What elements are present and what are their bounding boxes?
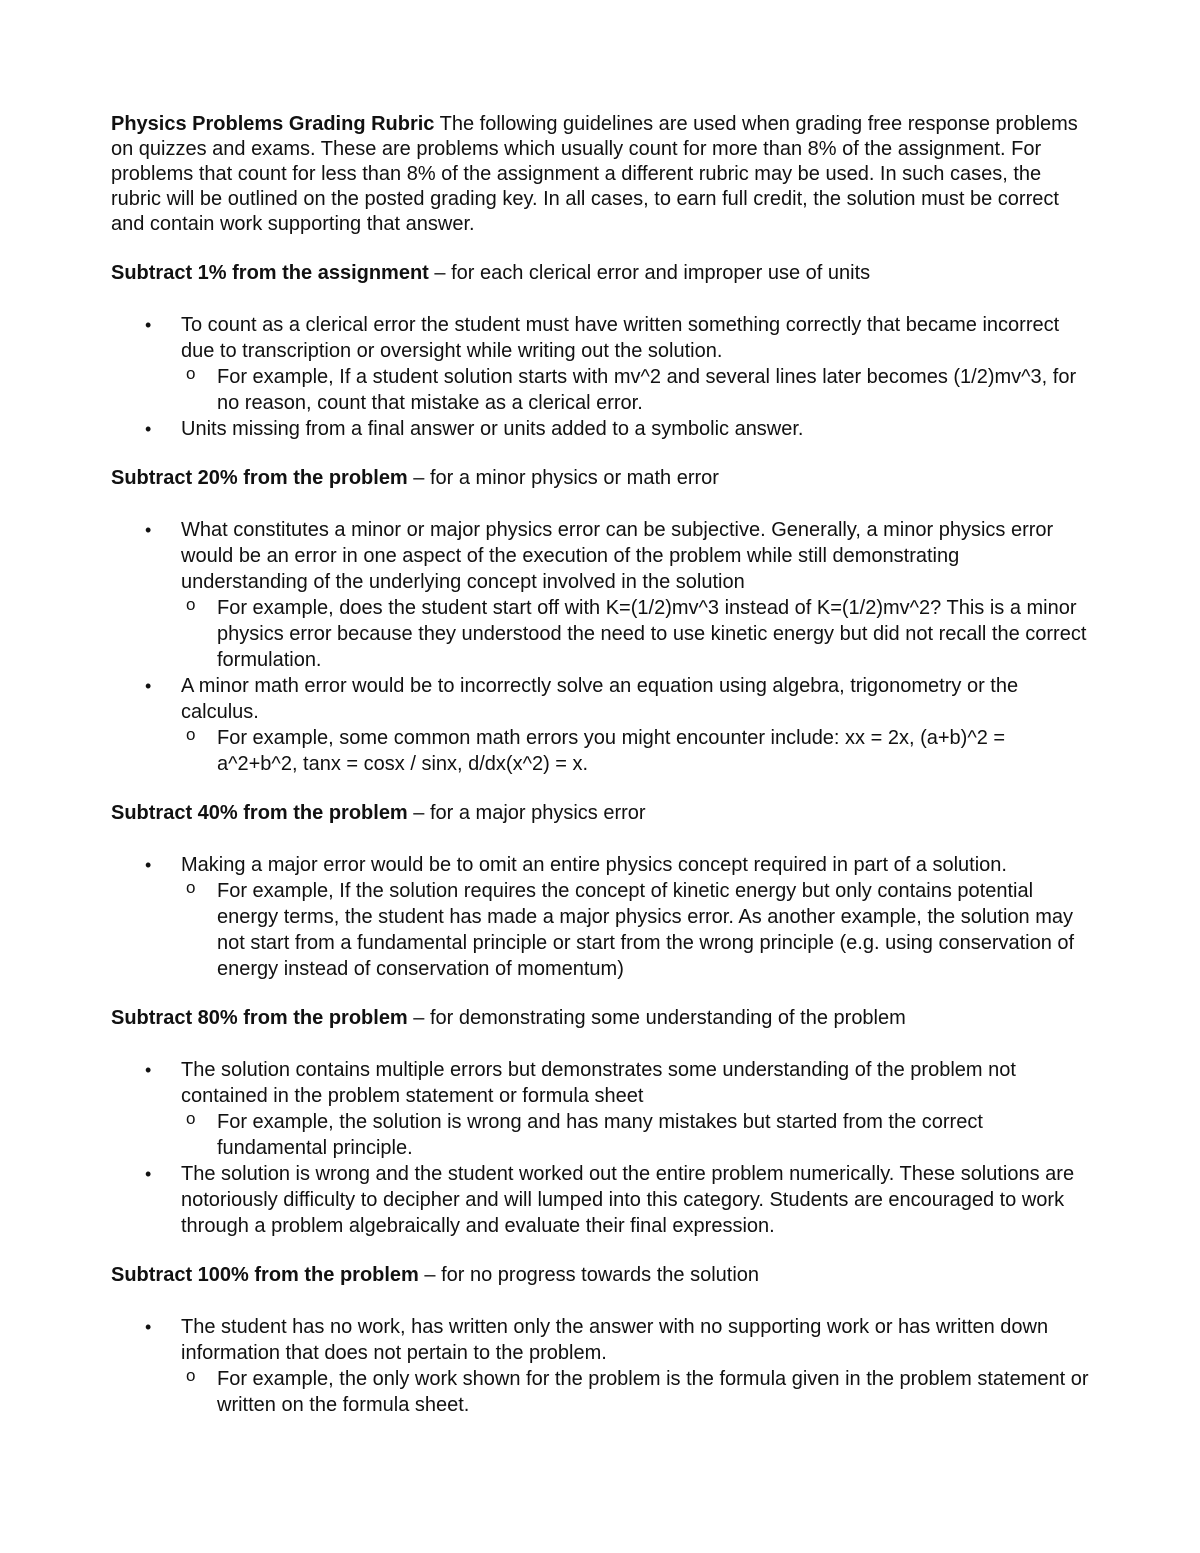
sub-bullet-item [181, 1366, 1091, 1418]
bullet-list [111, 517, 1091, 777]
bullet-text: Units missing from a final answer or units added to a symbolic answer. [181, 418, 804, 440]
bullet-item [111, 517, 1091, 673]
bullet-icon: • [145, 1060, 152, 1080]
document-page [111, 112, 1091, 1442]
bullet-icon: • [145, 1317, 152, 1337]
bullet-icon: • [145, 419, 152, 439]
bullet-text: A minor math error would be to incorrectly solve an equation using algebra, trigonometry or the calculus. [181, 675, 1019, 723]
circle-bullet-icon: o [186, 595, 196, 614]
circle-bullet-icon: o [186, 1366, 196, 1385]
sub-bullet-item [181, 878, 1091, 982]
section-heading [111, 466, 1091, 491]
bullet-item [111, 852, 1091, 982]
intro-paragraph [111, 112, 1091, 237]
section-heading-description: – for no progress towards the solution [418, 1264, 760, 1286]
rubric-section [111, 261, 1091, 442]
bullet-icon: • [145, 520, 152, 540]
sub-bullet-item [181, 1109, 1091, 1161]
bullet-item [111, 312, 1091, 416]
intro-text: The following guidelines are used when grading free response problems on quizzes and exams. These are problems which usually count for more than 8% of the assignment. For problems that count for less than 8% of the assignment a different rubric may be used. In such cases, the rubric will be outlined on the posted grading key. In all cases, to earn full credit, the solution must be correct and contain work supporting that answer. [111, 113, 1078, 235]
circle-bullet-icon: o [186, 725, 196, 744]
bullet-item [111, 416, 1091, 442]
section-heading [111, 1006, 1091, 1031]
bullet-list [111, 1057, 1091, 1239]
section-heading-label: Subtract 20% from the problem [111, 467, 408, 489]
rubric-section [111, 1006, 1091, 1239]
section-heading-label: Subtract 1% from the assignment [111, 262, 429, 284]
section-heading-description: – for a minor physics or math error [407, 467, 719, 489]
section-heading-description: – for each clerical error and improper use of units [428, 262, 871, 284]
circle-bullet-icon: o [186, 878, 196, 897]
sub-bullet-list [181, 725, 1091, 777]
bullet-icon: • [145, 676, 152, 696]
rubric-section [111, 801, 1091, 982]
sub-bullet-text: For example, If a student solution starts with mv^2 and several lines later becomes (1/2)mv^3, for no reason, count that mistake as a clerical error. [217, 366, 1077, 414]
rubric-section [111, 466, 1091, 777]
rubric-sections [111, 261, 1091, 1418]
section-heading-description: – for demonstrating some understanding of the problem [407, 1007, 906, 1029]
section-heading-label: Subtract 100% from the problem [111, 1264, 419, 1286]
sub-bullet-item [181, 595, 1091, 673]
section-heading [111, 801, 1091, 826]
sub-bullet-item [181, 364, 1091, 416]
sub-bullet-list [181, 1366, 1091, 1418]
bullet-icon: • [145, 855, 152, 875]
bullet-item [111, 1314, 1091, 1418]
sub-bullet-item [181, 725, 1091, 777]
sub-bullet-list [181, 595, 1091, 673]
bullet-icon: • [145, 315, 152, 335]
bullet-text: To count as a clerical error the student must have written something correctly that became incorrect due to transcription or oversight while writing out the solution. [181, 314, 1060, 362]
bullet-list [111, 1314, 1091, 1418]
bullet-text: The student has no work, has written only the answer with no supporting work or has written down information that does not pertain to the problem. [181, 1316, 1049, 1364]
sub-bullet-text: For example, some common math errors you might encounter include: xx = 2x, (a+b)^2 = a^2+b^2, tanx = cosx / sinx, d/dx(x^2) = x. [217, 727, 1006, 775]
bullet-list [111, 312, 1091, 442]
bullet-text: What constitutes a minor or major physics error can be subjective. Generally, a minor physics error would be an error in one aspect of the execution of the problem while still demonstrating understanding of the underlying concept involved in the solution [181, 519, 1054, 593]
sub-bullet-text: For example, the only work shown for the problem is the formula given in the problem statement or written on the formula sheet. [217, 1368, 1089, 1416]
sub-bullet-text: For example, If the solution requires the concept of kinetic energy but only contains potential energy terms, the student has made a major physics error. As another example, the solution may not start from a fundamental principle or start from the wrong principle (e.g. using conservation of energy instead of conservation of momentum) [217, 880, 1075, 980]
bullet-text: Making a major error would be to omit an entire physics concept required in part of a solution. [181, 854, 1007, 876]
section-heading-label: Subtract 80% from the problem [111, 1007, 408, 1029]
sub-bullet-text: For example, does the student start off with K=(1/2)mv^3 instead of K=(1/2)mv^2? This is a minor physics error because they understood the need to use kinetic energy but did not recall the correct formulation. [217, 597, 1087, 671]
bullet-list [111, 852, 1091, 982]
section-heading [111, 1263, 1091, 1288]
section-heading [111, 261, 1091, 286]
bullet-icon: • [145, 1164, 152, 1184]
bullet-item [111, 1161, 1091, 1239]
bullet-text: The solution contains multiple errors but demonstrates some understanding of the problem not contained in the problem statement or formula sheet [181, 1059, 1016, 1107]
sub-bullet-list [181, 1109, 1091, 1161]
circle-bullet-icon: o [186, 364, 196, 383]
bullet-item [111, 1057, 1091, 1161]
circle-bullet-icon: o [186, 1109, 196, 1128]
sub-bullet-text: For example, the solution is wrong and has many mistakes but started from the correct fundamental principle. [217, 1111, 983, 1159]
section-heading-description: – for a major physics error [407, 802, 646, 824]
sub-bullet-list [181, 364, 1091, 416]
sub-bullet-list [181, 878, 1091, 982]
bullet-item [111, 673, 1091, 777]
section-heading-label: Subtract 40% from the problem [111, 802, 408, 824]
bullet-text: The solution is wrong and the student worked out the entire problem numerically. These solutions are notoriously difficulty to decipher and will lumped into this category. Students are encouraged to work through a problem algebraically and evaluate their final expression. [181, 1163, 1075, 1237]
rubric-section [111, 1263, 1091, 1418]
document-title: Physics Problems Grading Rubric [111, 113, 435, 135]
